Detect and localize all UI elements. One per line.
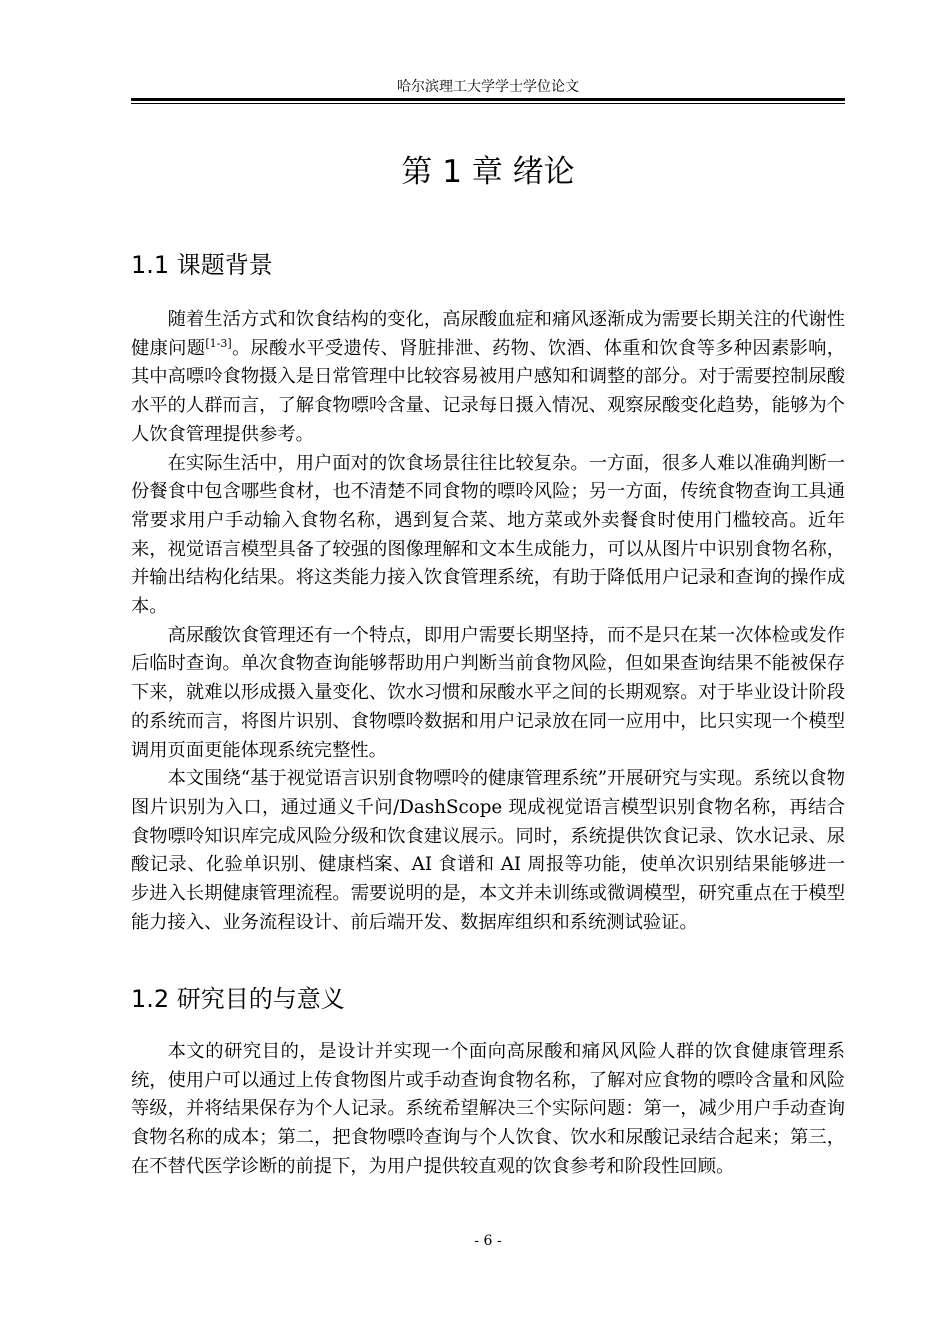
page-number: - 6 -	[474, 1233, 502, 1249]
paragraph	[131, 306, 845, 450]
chapter-title: 第 1 章 绪论	[401, 154, 575, 190]
running-header: 哈尔滨理工大学学士学位论文	[397, 79, 579, 95]
section-body-1-2	[131, 1038, 845, 1182]
paragraph-text: 。尿酸水平受遗传、肾脏排泄、药物、饮酒、体重和饮食等多种因素影响，其中高嘌呤食物摄入是日常管理中比较容易被用户感知和调整的部分。对于需要控制尿酸水平的人群而言，了解食物嘌呤含量、记录每日摄入情况、观察尿酸变化趋势，能够为个人饮食管理提供参考。	[131, 337, 846, 445]
paragraph: 本文围绕“基于视觉语言识别食物嘌呤的健康管理系统”开展研究与实现。系统以食物图片识别为入口，通过通义千问/DashScope 现成视觉语言模型识别食物名称，再结合食物嘌呤知识库完成风险分级和饮食建议展示。同时，系统提供饮食记录、饮水记录、尿酸记录、化验单识别、健康档案、AI 食谱和 AI 周报等功能，使单次识别结果能够进一步进入长期健康管理流程。需要说明的是，本文并未训练或微调模型，研究重点在于模型能力接入、业务流程设计、前后端开发、数据库组织和系统测试验证。	[131, 768, 845, 933]
paragraph-text: 随着生活方式和饮食结构的变化，高尿酸血症和痛风逐渐成为需要长期关注的代谢性健康问题	[131, 309, 845, 359]
paragraph: 高尿酸饮食管理还有一个特点，即用户需要长期坚持，而不是只在某一次体检或发作后临时查询。单次食物查询能够帮助用户判断当前食物风险，但如果查询结果不能被保存下来，就难以形成摄入量变化、饮水习惯和尿酸水平之间的长期观察。对于毕业设计阶段的系统而言，将图片识别、食物嘌呤数据和用户记录放在同一应用中，比只实现一个模型调用页面更能体现系统完整性。	[131, 624, 845, 761]
header-rule-thick	[131, 98, 845, 101]
citation: [1-3]	[205, 336, 232, 350]
section-body-1-1	[131, 306, 845, 937]
section-heading-1-1: 1.1 课题背景	[131, 251, 273, 279]
paragraph: 本文的研究目的，是设计并实现一个面向高尿酸和痛风风险人群的饮食健康管理系统，使用户可以通过上传食物图片或手动查询食物名称，了解对应食物的嘌呤含量和风险等级，并将结果保存为个人记录。系统希望解决三个实际问题：第一，减少用户手动查询食物名称的成本；第二，把食物嘌呤查询与个人饮食、饮水和尿酸记录结合起来；第三，在不替代医学诊断的前提下，为用户提供较直观的饮食参考和阶段性回顾。	[131, 1041, 845, 1177]
paragraph: 在实际生活中，用户面对的饮食场景往往比较复杂。一方面，很多人难以准确判断一份餐食中包含哪些食材，也不清楚不同食物的嘌呤风险；另一方面，传统食物查询工具通常要求用户手动输入食物名称，遇到复合菜、地方菜或外卖餐食时使用门槛较高。近年来，视觉语言模型具备了较强的图像理解和文本生成能力，可以从图片中识别食物名称，并输出结构化结果。将这类能力接入饮食管理系统，有助于降低用户记录和查询的操作成本。	[131, 452, 845, 618]
section-heading-1-2: 1.2 研究目的与意义	[131, 985, 345, 1013]
header-rule-thin	[131, 103, 845, 104]
